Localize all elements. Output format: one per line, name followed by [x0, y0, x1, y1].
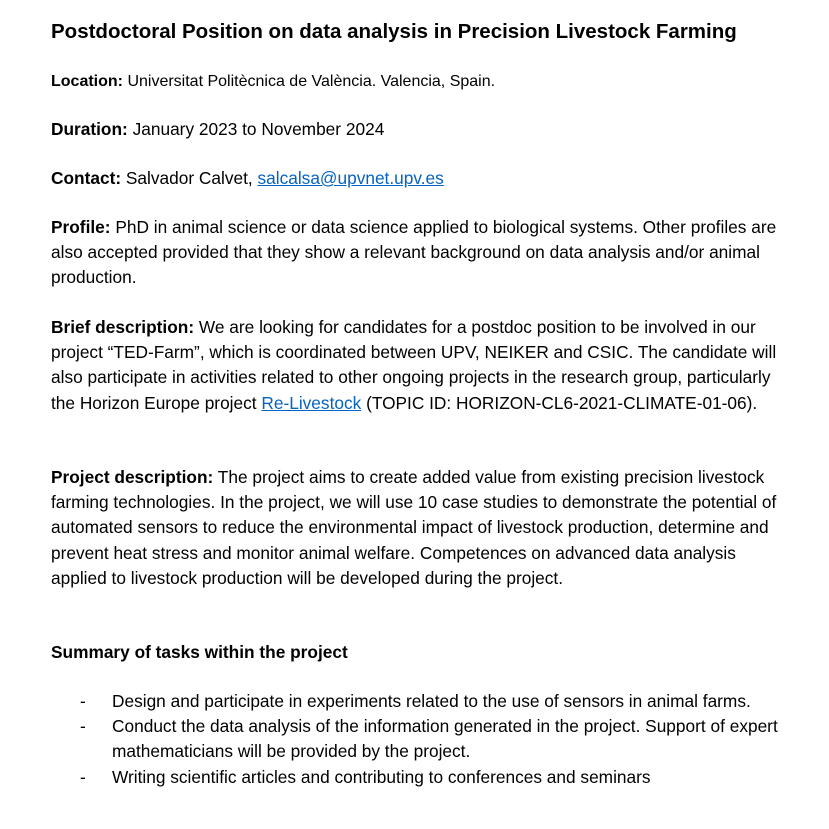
re-livestock-link[interactable]: Re-Livestock	[261, 392, 362, 413]
project-description-label: Project description:	[51, 467, 214, 487]
list-item	[51, 689, 791, 714]
tasks-list	[51, 689, 791, 790]
project-description-text: The project aims to create added value from existing precision livestock farming technologies. In the project, we will use 10 case studies to demonstrate the potential of automated sensors to reduce the environmental impact of livestock production, determine and prevent heat stress and monitor animal welfare. Competences on advanced data analysis applied to livestock production will be developed during the project.	[51, 467, 777, 588]
contact-label: Contact:	[51, 168, 122, 188]
profile-text: PhD in animal science or data science applied to biological systems. Other profiles are also accepted provided that they show a relevant background on data analysis and/or animal production.	[51, 217, 777, 288]
tasks-heading: Summary of tasks within the project	[51, 642, 348, 662]
profile-label: Profile:	[51, 217, 111, 237]
task-text: Design and participate in experiments related to the use of sensors in animal farms.	[112, 691, 751, 711]
list-item	[51, 765, 791, 790]
duration-value: January 2023 to November 2024	[127, 119, 385, 139]
list-item	[51, 714, 791, 764]
duration-line	[51, 117, 786, 142]
contact-name: Salvador Calvet,	[121, 168, 258, 188]
duration-label: Duration:	[51, 119, 128, 139]
task-text: Writing scientific articles and contributing to conferences and seminars	[112, 766, 651, 787]
document-title: Postdoctoral Position on data analysis in Precision Livestock Farming	[51, 20, 737, 43]
project-description-paragraph	[51, 465, 786, 591]
task-text: Conduct the data analysis of the information generated in the project. Support of expert mathematicians will be provided by the project.	[112, 716, 778, 762]
brief-description-paragraph	[51, 315, 786, 416]
bullet-dash: -	[80, 716, 86, 737]
brief-description-text: We are looking for candidates for a postdoc position to be involved in our project “TED-Farm”, which is coordinated between UPV, NEIKER and CSIC. The candidate will also participate in activities related to other ongoing projects in the research group, particularly the Horizon Europe project	[51, 317, 777, 413]
location-value: Universitat Politècnica de València. Valencia, Spain.	[123, 73, 496, 90]
contact-line	[51, 166, 786, 191]
brief-description-label: Brief description:	[51, 317, 195, 337]
location-label: Location:	[51, 73, 123, 90]
bullet-dash: -	[80, 691, 86, 711]
location-line	[51, 69, 786, 94]
contact-email-link[interactable]: salcalsa@upvnet.upv.es	[257, 168, 444, 188]
bullet-dash: -	[80, 766, 86, 787]
profile-paragraph	[51, 215, 786, 291]
brief-description-topic: (TOPIC ID: HORIZON-CL6-2021-CLIMATE-01-06).	[361, 392, 758, 413]
